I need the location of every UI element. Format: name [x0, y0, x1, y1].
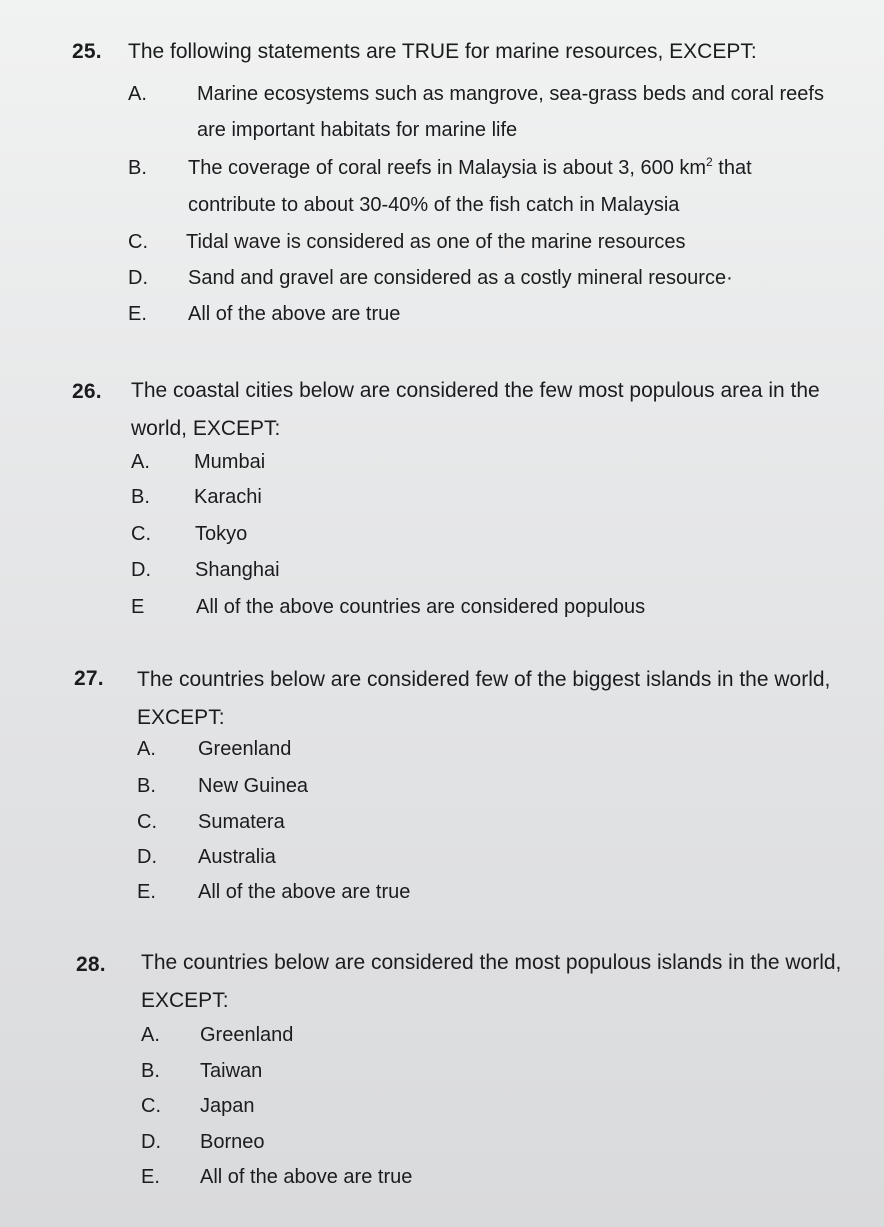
- option-text: All of the above countries are considered populous: [196, 596, 646, 618]
- option-text: Greenland: [200, 1024, 294, 1046]
- question-number: 27.: [74, 667, 104, 690]
- question-stem: [137, 661, 857, 737]
- question-number: 28.: [76, 953, 106, 976]
- option-text-pre: The coverage of coral reefs in Malaysia is about 3, 600 km: [188, 157, 707, 179]
- option-text-post: that: [712, 157, 752, 179]
- stem-line: EXCEPT:: [141, 989, 229, 1012]
- option-text: Taiwan: [200, 1060, 263, 1082]
- option-letter: B.: [137, 775, 156, 797]
- option-letter: A.: [137, 738, 156, 760]
- option-letter: C.: [131, 523, 151, 545]
- option-text: Karachi: [194, 486, 262, 508]
- question-number: 26.: [72, 380, 102, 403]
- stem-line: The countries below are considered the most populous islands in the world,: [141, 951, 842, 974]
- option-text: Greenland: [198, 738, 292, 760]
- question-stem: [131, 372, 851, 448]
- superscript: 2: [706, 155, 713, 169]
- option-text: All of the above are true: [188, 303, 401, 325]
- option-text: Marine ecosystems such as mangrove, sea-grass beds and coral reefs: [197, 83, 824, 105]
- option-text: Sand and gravel are considered as a costly mineral resource·: [188, 267, 733, 289]
- option-text: Tokyo: [195, 523, 248, 545]
- option-letter: E: [131, 596, 145, 618]
- option-text: Tidal wave is considered as one of the marine resources: [186, 231, 686, 253]
- option-letter: B.: [128, 157, 147, 179]
- stem-line: The countries below are considered few of the biggest islands in the world,: [137, 668, 831, 691]
- question-stem: [128, 33, 868, 71]
- option-letter: D.: [137, 846, 157, 868]
- option-letter: A.: [128, 83, 147, 105]
- stem-line: world, EXCEPT:: [131, 417, 281, 440]
- option-text: New Guinea: [198, 775, 309, 797]
- option-letter: C.: [128, 231, 148, 253]
- option-letter: E.: [128, 303, 147, 325]
- option-text: Sumatera: [198, 811, 285, 833]
- question-number: 25.: [72, 40, 102, 63]
- option-text-continued: contribute to about 30-40% of the fish catch in Malaysia: [188, 194, 680, 216]
- option-letter: C.: [141, 1095, 161, 1117]
- option-letter: A.: [131, 451, 150, 473]
- option-text: Mumbai: [194, 451, 266, 473]
- option-letter: D.: [141, 1131, 161, 1153]
- question-stem: [141, 944, 861, 1020]
- option-text: Borneo: [200, 1131, 265, 1153]
- option-text: All of the above are true: [198, 881, 411, 903]
- option-text-continued: are important habitats for marine life: [197, 119, 518, 141]
- option-letter: B.: [141, 1060, 160, 1082]
- option-letter: C.: [137, 811, 157, 833]
- option-letter: D.: [128, 267, 148, 289]
- option-letter: E.: [141, 1166, 160, 1188]
- option-letter: D.: [131, 559, 151, 581]
- option-letter: A.: [141, 1024, 160, 1046]
- option-text: Australia: [198, 846, 276, 868]
- option-letter: E.: [137, 881, 156, 903]
- option-text: Japan: [200, 1095, 255, 1117]
- stem-line: EXCEPT:: [137, 706, 225, 729]
- stem-line: The following statements are TRUE for marine resources, EXCEPT:: [128, 40, 757, 63]
- stem-line: The coastal cities below are considered the few most populous area in the: [131, 379, 820, 402]
- option-letter: B.: [131, 486, 150, 508]
- option-text: [188, 153, 752, 183]
- option-text: All of the above are true: [200, 1166, 413, 1188]
- option-text: Shanghai: [195, 559, 280, 581]
